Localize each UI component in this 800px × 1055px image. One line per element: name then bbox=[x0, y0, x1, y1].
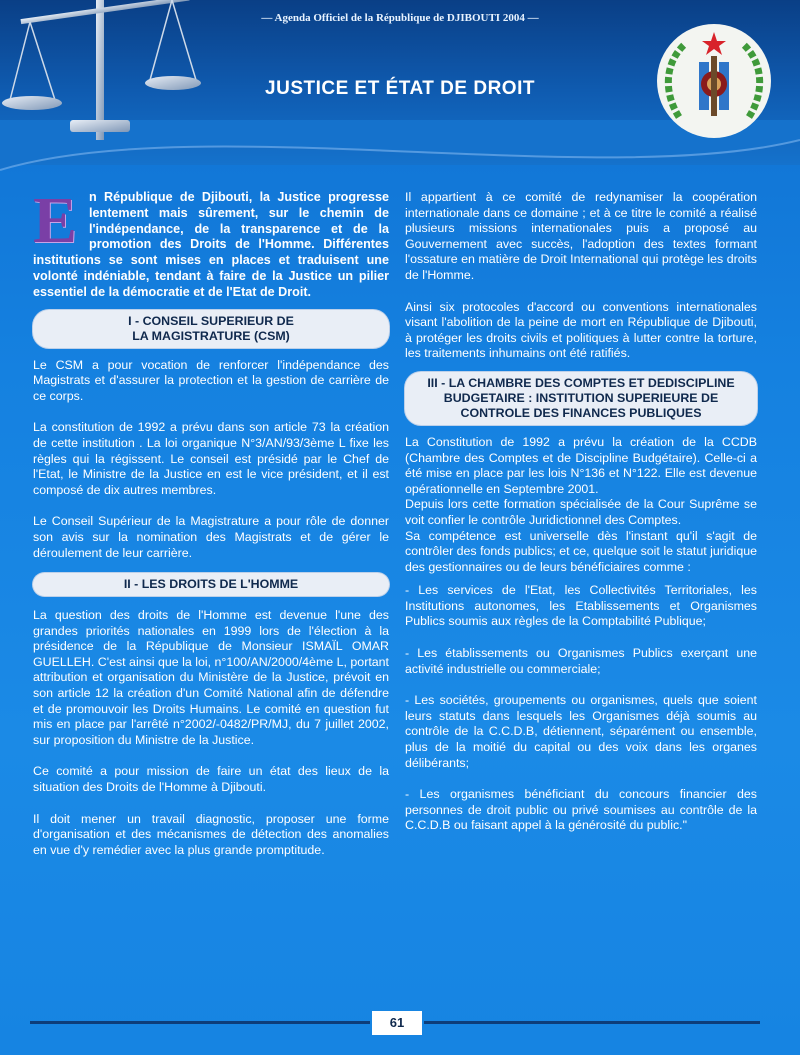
section-heading-line: CONTROLE DES FINANCES PUBLIQUES bbox=[460, 405, 702, 420]
section-heading-line: II - LES DROITS DE L'HOMME bbox=[123, 577, 299, 592]
page-title: JUSTICE ET ÉTAT DE DROIT bbox=[265, 78, 535, 99]
intro-paragraph bbox=[33, 184, 389, 301]
paragraph: La question des droits de l'Homme est devenue l'une des grandes priorités nationales en 1999 lors de l'élection à la présidence de la République de Monsieur ISMAÏL OMAR GUELLEH. C'est ainsi que la loi, n°100/AN/2000/4ème L, portant attribution et organisation du Ministère de la Justice, prévoit en son article 12 la création d'un Comité National afin de défendre et de promouvoir les Droits Humains. Le comité en question fut mis en place par l'arrêté n°2002/-0482/PR/MJ, du 7 juillet 2002, sur proposition du Ministre de la Justice. bbox=[33, 608, 389, 747]
paragraph: Ce comité a pour mission de faire un état des lieux de la situation des Droits de l'Homme à Djibouti. bbox=[33, 764, 389, 795]
paragraph: Il appartient à ce comité de redynamiser la coopération internationale dans ce domaine ; et à ce titre le comité a réalisé plusieurs missions internationales puis a proposé au Gouvernement avec succès, l'adoption des textes formant l'ossature en matière de Droit International qui protège les droits de l'Homme. bbox=[405, 190, 757, 282]
section-heading-line: I - CONSEIL SUPERIEUR DE bbox=[128, 313, 294, 328]
footer-rule-left bbox=[30, 1021, 370, 1024]
paragraph: Ainsi six protocoles d'accord ou conventions internationales visant l'abolition de la peine de mort en République de Djibouti, à protéger les droits civils et politiques à lutter contre la torture, les traitements inhumains ont été ratifiés. bbox=[405, 299, 757, 361]
intro-text: n République de Djibouti, la Justice progresse lentement mais sûrement, sur le chemin de l'indépendance, de la transparence et de la promotion des Droits de l'Homme. Différentes institutions se sont mises en places et traduisent une volonté indéniable, tendant à faire de la Justice un pilier essentiel de la démocratie et de l'Etat de Droit. bbox=[33, 190, 389, 299]
left-column bbox=[33, 184, 389, 858]
paragraph: La constitution de 1992 a prévu dans son article 73 la création de cette institution . La loi organique N°3/AN/93/3ème L fixe les règles qui la régissent. Le conseil est présidé par le Chef de l'Etat, le Ministre de la Justice en est le vice président, et il est composé de dix autres membres. bbox=[33, 420, 389, 497]
right-column bbox=[405, 190, 757, 834]
list-item: - Les organismes bénéficiant du concours financier des personnes de droit public ou privé soumises au contrôle de la C.C.D.B ou faisant appel à la générosité du public." bbox=[405, 787, 757, 833]
list-item: - Les services de l'Etat, les Collectivités Territoriales, les Institutions autonomes, les Etablissements et Organismes Publics soumis aux règles de la Comptabilité Publique; bbox=[405, 583, 757, 629]
agenda-header-line: — Agenda Officiel de la République de DJIBOUTI 2004 — bbox=[261, 12, 539, 24]
paragraph: Le CSM a pour vocation de renforcer l'indépendance des Magistrats et d'assurer la protection et la gestion de carrière de ce corps. bbox=[33, 357, 389, 403]
paragraph: Il doit mener un travail diagnostic, proposer une forme d'organisation et des mécanismes de détection des anomalies en vue d'y remédier avec la plus grande promptitude. bbox=[33, 811, 389, 857]
section-heading-droits bbox=[33, 573, 389, 596]
paragraph: Depuis lors cette formation spécialisée de la Cour Suprême se voit confier le contrôle Juridictionnel des Comptes. bbox=[405, 497, 757, 527]
section-heading-line: BUDGETAIRE : INSTITUTION SUPERIEURE DE bbox=[443, 390, 719, 405]
list-item: - Les sociétés, groupements ou organismes, quels que soient leurs statuts dans lesquels les Organismes déjà soumis au contrôle de la C.C.D.B, détiennent, séparément ou ensemble, plus de la moitié du capital ou des voix dans les organes délibérants; bbox=[405, 693, 757, 770]
paragraph: Le Conseil Supérieur de la Magistrature a pour rôle de donner son avis sur la nomination des Magistrats et de gérer le déroulement de leur carrière. bbox=[33, 514, 389, 560]
section-heading-ccdb bbox=[405, 372, 757, 425]
section-heading-csm bbox=[33, 310, 389, 348]
footer-rule-right bbox=[424, 1021, 760, 1024]
page-number: 61 bbox=[372, 1011, 422, 1035]
section-heading-line: III - LA CHAMBRE DES COMPTES ET DEDISCIPLINE bbox=[427, 375, 735, 390]
paragraph: La Constitution de 1992 a prévu la création de la CCDB (Chambre des Comptes et de Discipline Budgétaire). Celle-ci a été mise en place par les lois N°136 et N°122. Elle est devenue opérationnelle en Septembre 2001. bbox=[405, 434, 757, 496]
list-item: - Les établissements ou Organismes Publics exerçant une activité industrielle ou commerciale; bbox=[405, 646, 757, 676]
section-heading-line: LA MAGISTRATURE (CSM) bbox=[132, 328, 290, 343]
drop-cap: E bbox=[33, 184, 78, 257]
paragraph: Sa compétence est universelle dès l'instant qu'il s'agit de contrôler des fonds publics; et ce, quelque soit le statut juridique des gestionnaires ou de leurs bénéficiaires comme : bbox=[405, 528, 757, 574]
